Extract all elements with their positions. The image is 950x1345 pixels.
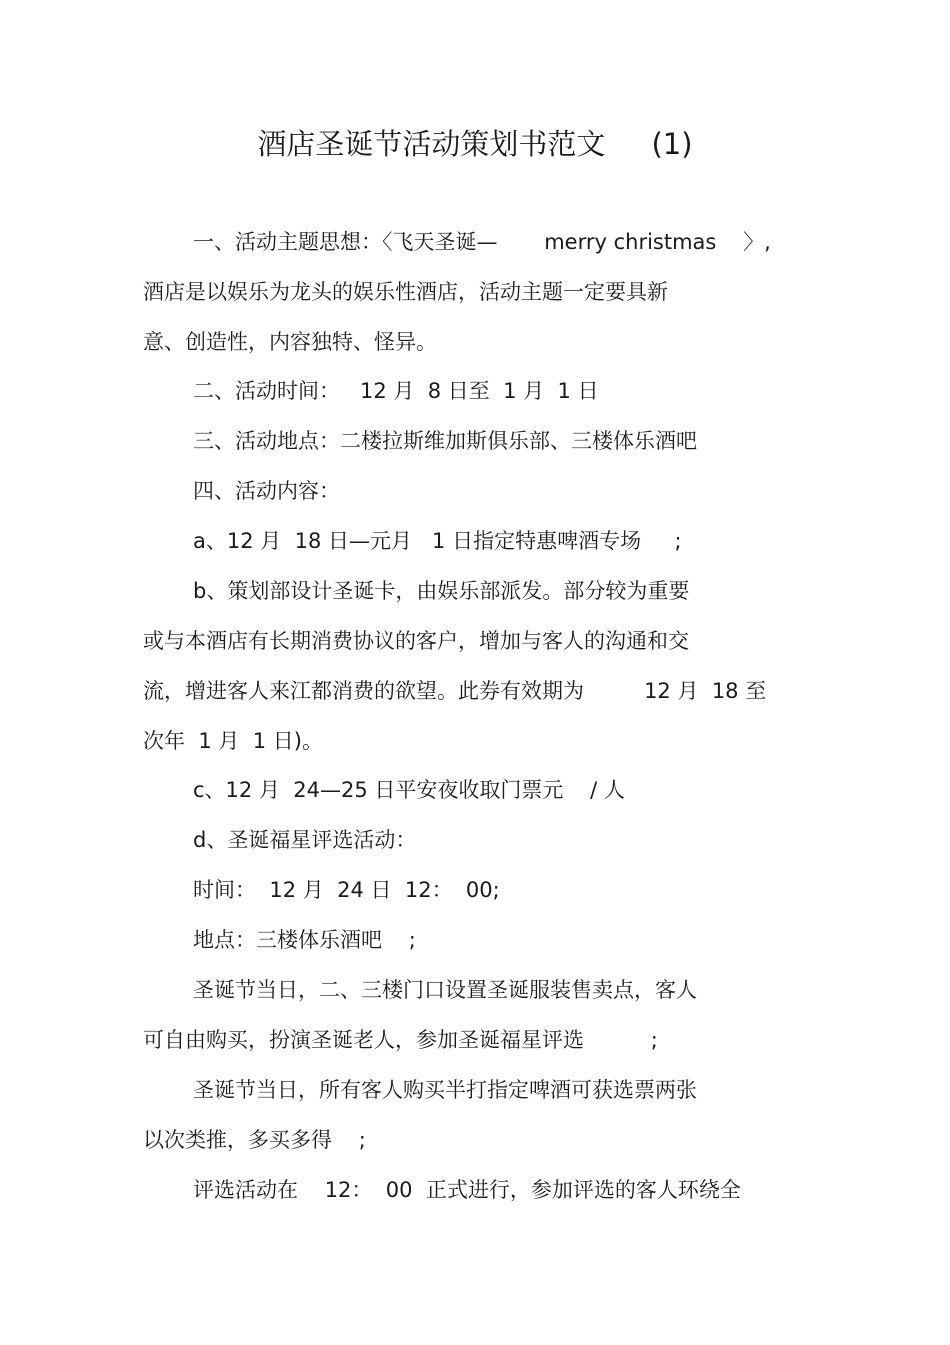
paragraph-line: d、圣诞福星评选活动： bbox=[193, 828, 417, 852]
paragraph-line: 三、活动地点：二楼拉斯维加斯俱乐部、三楼体乐酒吧 bbox=[193, 429, 697, 453]
paragraph-line: 可自由购买，扮演圣诞老人，参加圣诞福星评选 ; bbox=[143, 1028, 658, 1052]
paragraph-line: 流，增进客人来江都消费的欲望。此券有效期为 12 月 18 至 bbox=[143, 679, 767, 703]
paragraph-line: a、12 月 18 日—元月 1 日指定特惠啤酒专场 ; bbox=[193, 529, 682, 553]
paragraph-line: 评选活动在 12： 00 正式进行，参加评选的客人环绕全 bbox=[193, 1178, 741, 1202]
paragraph-line: 或与本酒店有长期消费协议的客户，增加与客人的沟通和交 bbox=[143, 629, 689, 653]
paragraph-line: 酒店是以娱乐为龙头的娱乐性酒店，活动主题一定要具新 bbox=[143, 280, 668, 304]
paragraph-line: 圣诞节当日，所有客人购买半打指定啤酒可获选票两张 bbox=[193, 1078, 697, 1102]
paragraph-line: 地点：三楼体乐酒吧 ; bbox=[193, 928, 416, 952]
paragraph-line: 圣诞节当日，二、三楼门口设置圣诞服装售卖点，客人 bbox=[193, 978, 697, 1002]
paragraph-line: 以次类推，多买多得 ; bbox=[143, 1128, 366, 1152]
paragraph-line: b、策划部设计圣诞卡，由娱乐部派发。部分较为重要 bbox=[193, 579, 690, 603]
paragraph-line: 一、活动主题思想：〈飞天圣诞— merry christmas 〉, bbox=[193, 230, 771, 254]
document-title: 酒店圣诞节活动策划书范文 (1) bbox=[257, 127, 693, 161]
paragraph-line: 二、活动时间： 12 月 8 日至 1 月 1 日 bbox=[193, 379, 599, 403]
paragraph-line: 次年 1 月 1 日)。 bbox=[143, 729, 323, 753]
paragraph-line: 四、活动内容： bbox=[193, 479, 340, 503]
paragraph-line: 时间： 12 月 24 日 12： 00; bbox=[193, 878, 500, 902]
paragraph-line: 意、创造性，内容独特、怪异。 bbox=[143, 330, 437, 354]
paragraph-line: c、12 月 24—25 日平安夜收取门票元 / 人 bbox=[193, 778, 625, 802]
